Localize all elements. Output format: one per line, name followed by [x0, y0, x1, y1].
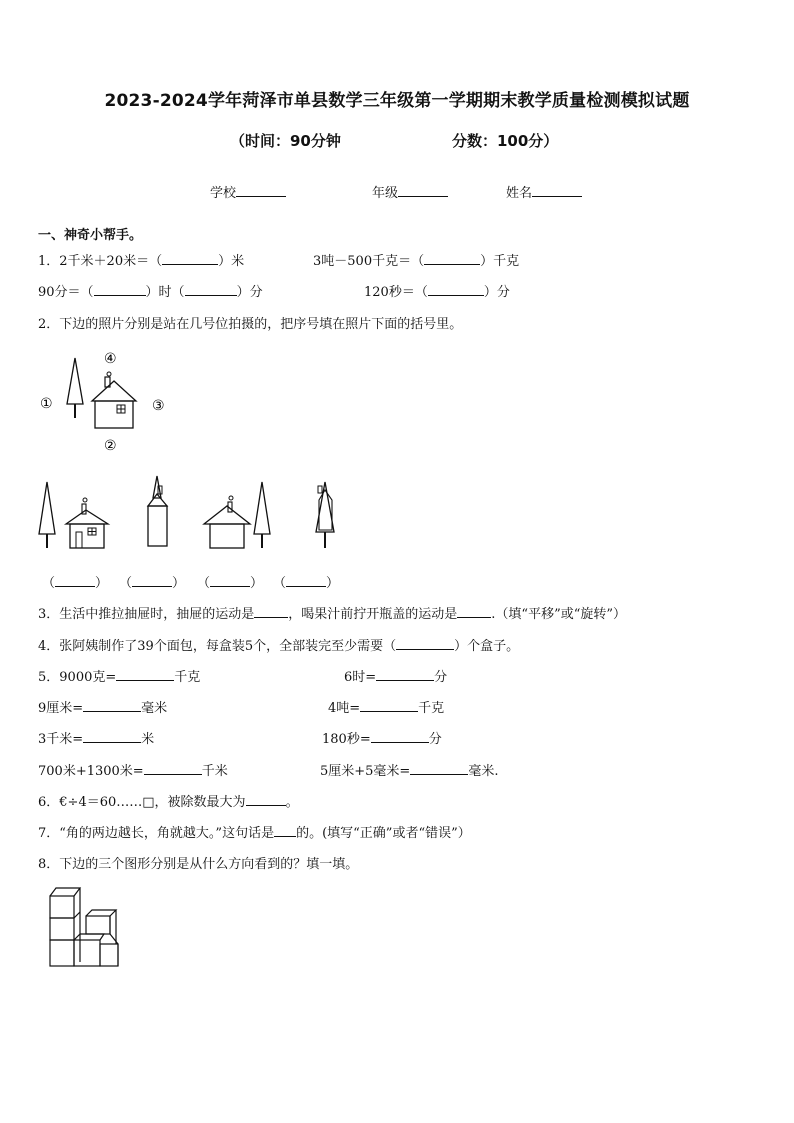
q7-blank[interactable] — [274, 824, 296, 837]
section-heading: 一、神奇小帮手。 — [38, 228, 143, 243]
photo-1 — [36, 480, 116, 552]
position-map-figure — [40, 346, 180, 456]
q5-d-blank[interactable] — [360, 699, 418, 712]
exam-score: 分数：100分） — [452, 132, 559, 150]
school-label: 学校 — [210, 186, 237, 201]
photo-4-answer[interactable]: （ ） — [273, 576, 340, 591]
grade-blank[interactable] — [398, 184, 448, 197]
q1-a-blank[interactable] — [162, 252, 218, 265]
q1-part-c: 90分＝（ ）时（ ）分 — [38, 285, 263, 300]
q5-e-blank[interactable] — [83, 730, 141, 743]
name-label: 姓名 — [506, 186, 533, 201]
position-2-label: ② — [104, 438, 117, 454]
q6-question: 6．€÷4＝60……□，被除数最大为 。 — [38, 795, 299, 810]
position-1-label: ① — [40, 396, 53, 412]
q5-part-g: 700米+1300米= 千米 — [38, 764, 228, 779]
q7-question: 7．“角的两边越长，角就越大。”这句话是 的。(填写“正确”或者“错误”） — [38, 826, 471, 841]
photo-3-answer[interactable]: （ ） — [197, 576, 264, 591]
photo-1-answer[interactable]: （ ） — [42, 576, 109, 591]
photo-4-blank[interactable] — [286, 574, 326, 587]
q1-c1-blank[interactable] — [94, 283, 146, 296]
q1-c2-blank[interactable] — [185, 283, 237, 296]
q3-blank-1[interactable] — [254, 605, 288, 618]
q1-part-b: 3吨－500千克＝（ ）千克 — [313, 254, 520, 269]
exam-time: （时间：90分钟 — [230, 132, 341, 150]
q5-g-blank[interactable] — [144, 762, 202, 775]
photo-3 — [200, 480, 280, 552]
q2-question: 2．下边的照片分别是站在几号位拍摄的，把序号填在照片下面的括号里。 — [38, 317, 463, 332]
q5-part-c: 9厘米= 毫米 — [38, 701, 168, 716]
exam-title: 2023-2024学年菏泽市单县数学三年级第一学期期末教学质量检测模拟试题 — [104, 91, 690, 111]
photo-1-blank[interactable] — [55, 574, 95, 587]
q5-h-blank[interactable] — [410, 762, 468, 775]
q3-question: 3．生活中推拉抽屉时，抽屉的运动是 ，喝果汁前拧开瓶盖的运动是 .（填“平移”或“旋转”） — [38, 607, 627, 622]
grade-field[interactable] — [372, 182, 448, 201]
photo-2-answer[interactable]: （ ） — [119, 576, 186, 591]
q5-part-e: 3千米= 米 — [38, 732, 155, 747]
photo-2 — [140, 476, 180, 552]
photo-4 — [308, 480, 348, 552]
q1-b-blank[interactable] — [424, 252, 480, 265]
cube-stack-figure — [46, 882, 126, 974]
q1-part-a: 1．2千米＋20米＝（ ）米 — [38, 254, 245, 269]
q4-question: 4．张阿姨制作了39个面包，每盒装5个，全部装完至少需要（ ）个盒子。 — [38, 639, 520, 654]
school-blank[interactable] — [236, 184, 286, 197]
photo-2-blank[interactable] — [132, 574, 172, 587]
q6-blank[interactable] — [246, 793, 286, 806]
q5-c-blank[interactable] — [83, 699, 141, 712]
q5-part-b: 6时= 分 — [344, 670, 448, 685]
q5-part-h: 5厘米+5毫米= 毫米. — [320, 764, 499, 779]
q6-formula: €÷4＝60……□ — [59, 795, 155, 810]
q1-part-d: 120秒＝（ ）分 — [364, 285, 510, 300]
q1-d-blank[interactable] — [428, 283, 484, 296]
house-icon — [92, 372, 136, 428]
school-field[interactable] — [210, 182, 286, 201]
q5-part-d: 4吨= 千克 — [328, 701, 445, 716]
photo-3-blank[interactable] — [210, 574, 250, 587]
q5-part-a: 5．9000克= 千克 — [38, 670, 201, 685]
name-field[interactable] — [506, 182, 582, 201]
q8-question: 8．下边的三个图形分别是从什么方向看到的？填一填。 — [38, 857, 359, 872]
q5-a-blank[interactable] — [116, 668, 174, 681]
q5-b-blank[interactable] — [376, 668, 434, 681]
position-3-label: ③ — [152, 398, 165, 414]
q3-blank-2[interactable] — [457, 605, 491, 618]
grade-label: 年级 — [372, 186, 399, 201]
q4-blank[interactable] — [396, 637, 454, 650]
tree-icon — [67, 358, 83, 418]
q5-part-f: 180秒= 分 — [322, 732, 442, 747]
q5-f-blank[interactable] — [371, 730, 429, 743]
position-4-label: ④ — [104, 351, 117, 367]
name-blank[interactable] — [532, 184, 582, 197]
